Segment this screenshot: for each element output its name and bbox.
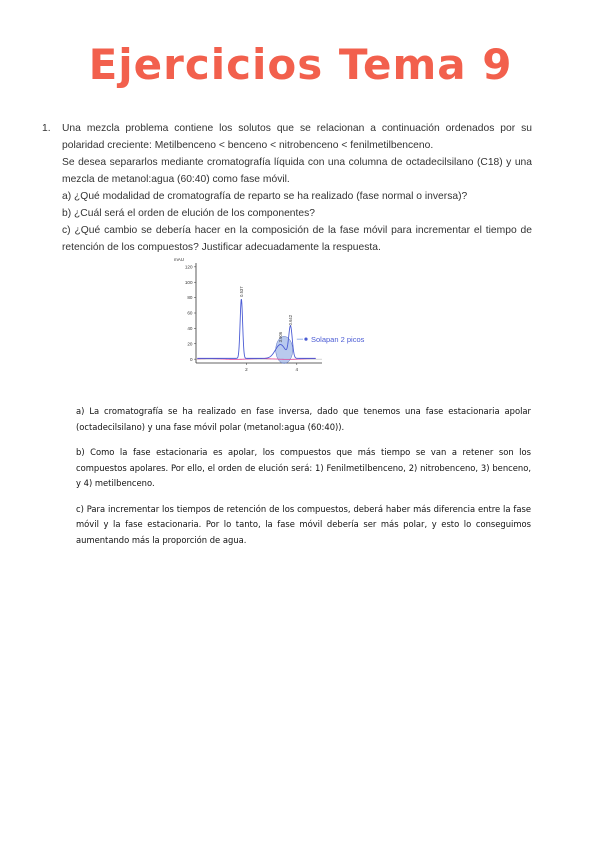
page-title: Ejercicios Tema 9 (88, 40, 513, 89)
overlap-annotation: Solapan 2 picos (311, 334, 365, 344)
y-tick-label: 120 (184, 264, 193, 270)
y-tick-label: 80 (187, 295, 193, 301)
y-axis-label: mAU (174, 257, 184, 262)
answers-block (76, 404, 531, 558)
callout-dot (304, 338, 307, 341)
chromatogram-figure (172, 255, 387, 375)
question-block (42, 120, 532, 256)
question-part-c: c) ¿Qué cambio se debería hacer en la composición de la fase móvil para incrementar el tiempo de retención de los compuestos? Justificar adecuadamente la respuesta. (62, 225, 532, 253)
question-body (62, 120, 532, 256)
y-tick-label: 100 (184, 279, 193, 285)
answer-a: a) La cromatografía se ha realizado en fase inversa, dado que tenemos una fase estacionaria apolar (octadecilsilano) y una fase móvil polar (metanol:agua (60:40)). (76, 406, 531, 432)
chromatogram-trace (197, 299, 315, 358)
question-statement: Una mezcla problema contiene los solutos que se relacionan a continuación ordenados por su polaridad creciente: Metilbenceno < benceno < nitrobenceno < fenilmetilbenceno. (62, 123, 532, 151)
question-conditions: Se desea separarlos mediante cromatografía líquida con una columna de octadecilsilano (C18) y una mezcla de metanol:agua (60:40) como fase móvil. (62, 157, 532, 185)
question-number: 1. (42, 123, 51, 134)
answer-b: b) Como la fase estacionaria es apolar, los compuestos que más tiempo se van a retener son los compuestos apolares. Por ello, el orden de elución será: 1) Fenilmetilbenceno, 2) nitrobenceno, 3) benceno, y 4) metilbenceno. (76, 447, 531, 488)
y-tick-label: 40 (187, 325, 193, 331)
peak-label: 0.537 (238, 286, 244, 297)
y-tick-label: 20 (187, 341, 193, 347)
chromatogram-svg (172, 255, 387, 375)
x-tick-label: 2 (245, 367, 248, 372)
y-tick-label: 60 (187, 310, 193, 316)
peak-label: 0.642 (288, 314, 293, 326)
answer-c: c) Para incrementar los tiempos de retención de los compuestos, deberá haber más diferencia entre la fase móvil y la fase estacionaria. Por lo tanto, la fase móvil debería ser más polar, y esto lo conseguimos aumentando más la proporción de agua. (76, 503, 531, 545)
question-part-a: a) ¿Qué modalidad de cromatografía de reparto se ha realizado (fase normal o inversa)? (62, 191, 468, 202)
question-part-b: b) ¿Cuál será el orden de elución de los componentes? (62, 208, 315, 219)
peak-label: 3.906 (277, 331, 283, 343)
y-tick-label: 0 (189, 356, 193, 362)
x-tick-label: 4 (295, 367, 299, 372)
